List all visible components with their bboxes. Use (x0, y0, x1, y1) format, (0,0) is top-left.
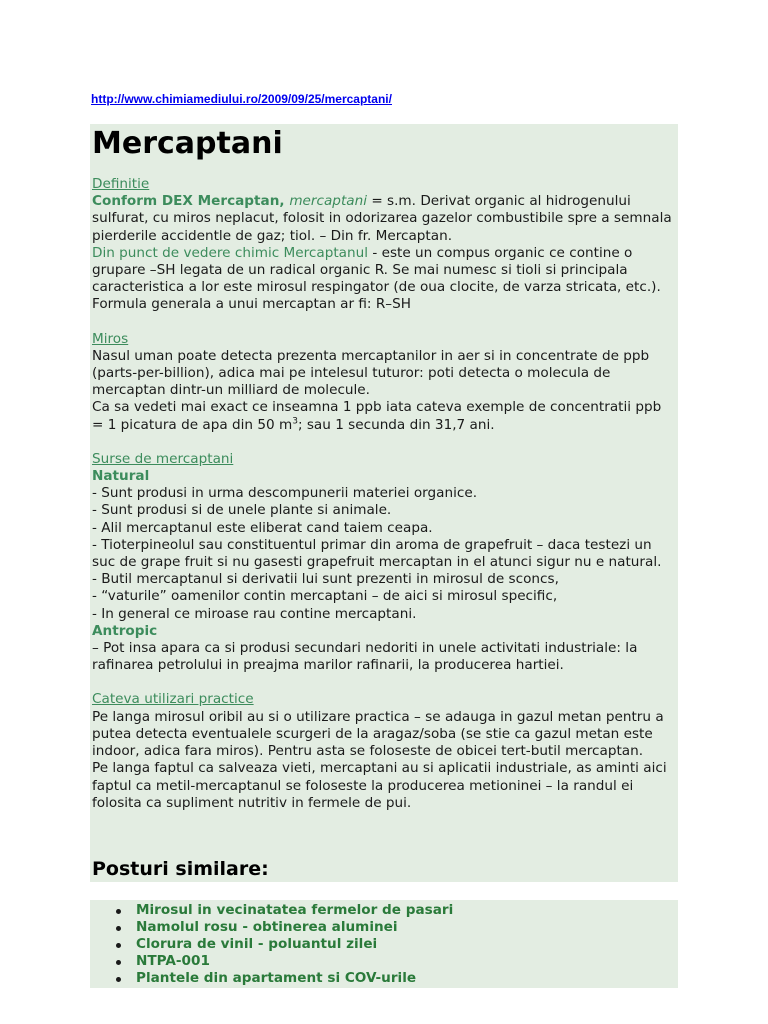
related-post-link[interactable]: Clorura de vinil - poluantul zilei (136, 936, 378, 952)
source-url-link[interactable]: http://www.chimiamediului.ro/2009/09/25/mercaptani/ (91, 92, 392, 106)
related-post-link[interactable]: Plantele din apartament si COV-urile (136, 970, 417, 986)
related-post-item[interactable] (112, 970, 453, 987)
section-heading-miros[interactable]: Miros (92, 330, 129, 347)
related-post-item[interactable] (112, 919, 453, 936)
related-posts-panel (90, 900, 678, 988)
section-heading-definitie[interactable]: Definitie (92, 176, 150, 192)
natural-item: - Sunt produsi si de unele plante si animale. (92, 502, 392, 519)
dex-italic: mercaptani (289, 193, 367, 210)
bullet-icon (116, 909, 121, 914)
utilizari-paragraph-2: Pe langa faptul ca salveaza vieti, mercaptani au si aplicatii industriale, as aminti aici faptul ca metil-mercaptanul se foloseste la producerea metioninei – la randul ei folosita ca supliment nutritiv in fermele de pui. (92, 760, 667, 811)
miros-p2-sup: 3 (292, 416, 298, 427)
natural-item: - In general ce miroase rau contine mercaptani. (92, 605, 417, 622)
natural-label: Natural (92, 468, 150, 485)
related-post-item[interactable] (112, 902, 453, 919)
article-panel (90, 124, 678, 882)
bullet-icon (116, 943, 121, 948)
natural-item: - Sunt produsi in urma descompunerii materiei organice. (92, 485, 478, 502)
related-post-item[interactable] (112, 953, 453, 970)
utilizari-paragraph-1: Pe langa mirosul oribil au si o utilizare practica – se adauga in gazul metan pentru a putea detecta eventualele scurgeri de la aragaz/soba (se stie ca gazul metan este indoor, adica fara miros). Pentru asta se foloseste de obicei tert-butil mercaptan. (92, 708, 664, 760)
article-title: Mercaptani (92, 126, 283, 161)
miros-p2-b: ; sau 1 secunda din 31,7 ani. (297, 416, 495, 433)
related-posts-list (112, 902, 453, 987)
related-posts-heading: Posturi similare: (92, 858, 269, 880)
antropic-label: Antropic (92, 622, 158, 639)
natural-item: - Butil mercaptanul si derivatii lui sunt prezenti in mirosul de sconcs, (92, 571, 559, 588)
chem-text: - este un compus organic ce contine o grupare –SH legata de un radical organic R. Se mai numesc si tioli si principala caracteristica a lor este mirosul respingator (de oua clocite, de varza stricata, etc.). Formula generala a unui mercaptan ar fi: R–SH (92, 244, 661, 313)
miros-p2-a: Ca sa vedeti mai exact ce inseamna 1 ppb iata cateva exemple de concentratii ppb = 1 picatura de apa din 50 m (92, 399, 662, 433)
miros-paragraph-2 (92, 399, 676, 433)
bullet-icon (116, 926, 121, 931)
dex-text: = s.m. Derivat organic al hidrogenului sulfurat, cu miros neplacut, folosit in odorizarea gazelor combustibile spre a semnala pierderile accidentle de gaz; tiol. – Din fr. Mercaptan. (92, 193, 672, 244)
related-post-item[interactable] (112, 936, 453, 953)
natural-item: - Tioterpineolul sau constituentul primar din aroma de grapefruit – daca testezi un suc de grape fruit si nu gasesti grapefruit mercaptan in el atunci sigur nu e natural. (92, 536, 662, 571)
section-heading-surse[interactable]: Surse de mercaptani (92, 450, 234, 467)
section-heading-utilizari[interactable]: Cateva utilizari practice (92, 691, 254, 708)
related-post-link[interactable]: Namolul rosu - obtinerea aluminei (136, 919, 398, 935)
article-body (92, 176, 676, 812)
dex-label: Conform DEX Mercaptan (92, 193, 280, 210)
related-post-link[interactable]: NTPA-001 (136, 953, 210, 969)
antropic-text: – Pot insa apara ca si produsi secundari nedoriti in unele activitati industriale: la rafinarea petrolului in preajma marilor rafinarii, la producerea hartiei. (92, 640, 638, 674)
dex-comma: , (279, 193, 290, 210)
bullet-icon (116, 977, 121, 982)
natural-item: - “vaturile” oamenilor contin mercaptani – de aici si mirosul specific, (92, 588, 558, 605)
natural-item: - Alil mercaptanul este eliberat cand taiem ceapa. (92, 519, 433, 536)
chem-label: Din punct de vedere chimic Mercaptanul (92, 244, 369, 261)
related-post-link[interactable]: Mirosul in vecinatatea fermelor de pasari (136, 902, 454, 918)
bullet-icon (116, 960, 121, 965)
miros-paragraph-1: Nasul uman poate detecta prezenta mercaptanilor in aer si in concentrate de ppb (parts-per-billion), adica mai pe intelesul tuturor: poti detecta o molecula de mercaptan dintr-un milliard de molecule. (92, 347, 650, 399)
